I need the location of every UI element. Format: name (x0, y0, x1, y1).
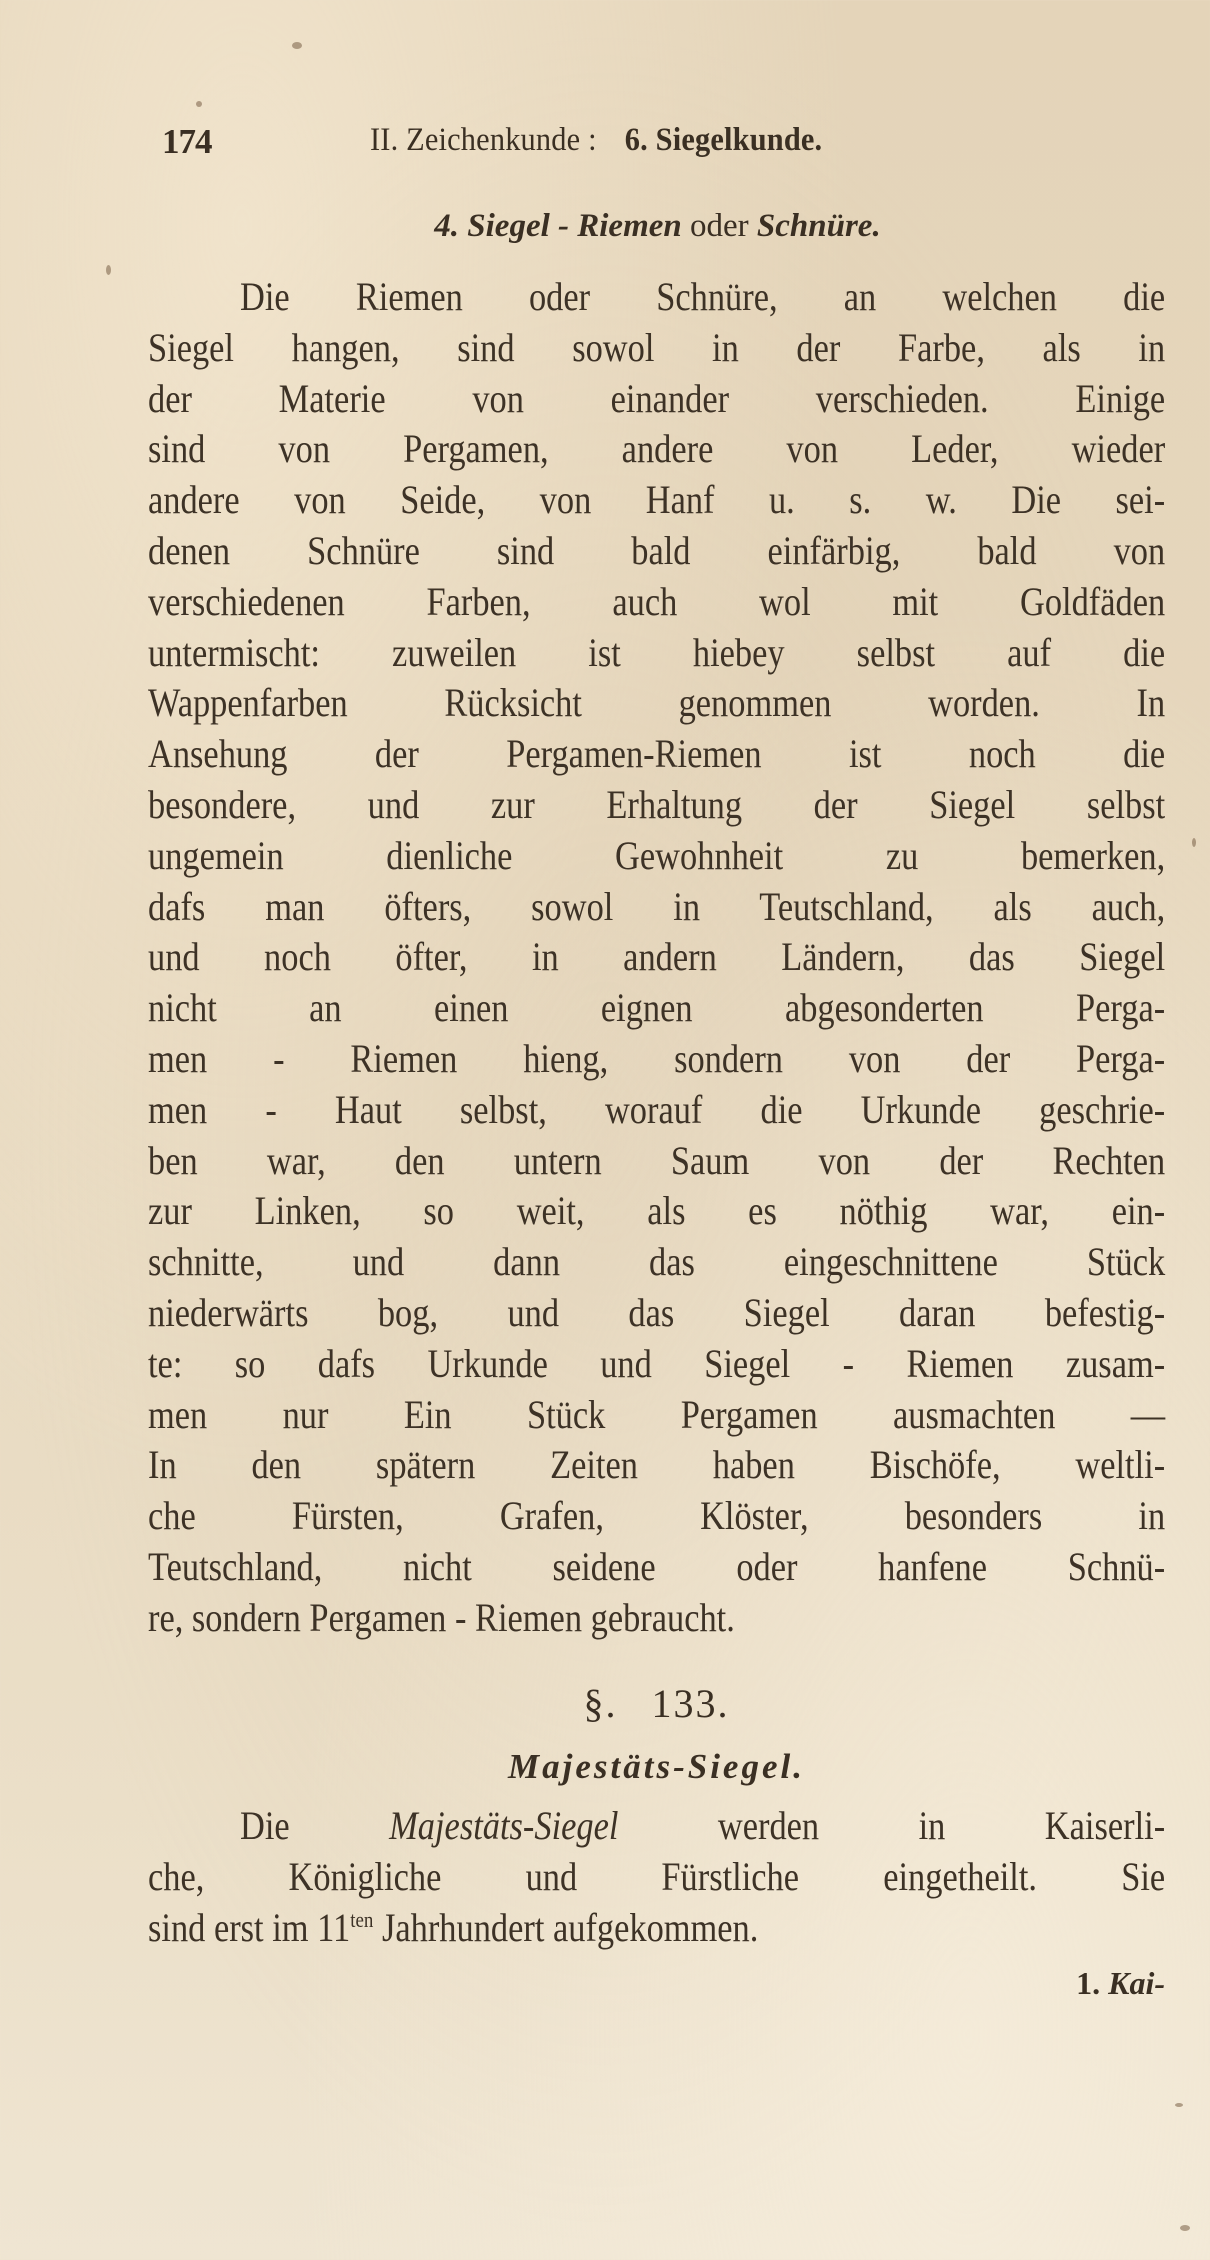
text-line: men - Haut selbst, worauf die Urkunde geschrie- (148, 1086, 1166, 1132)
text-line: sind von Pergamen, andere von Leder, wieder (148, 426, 1166, 472)
text-fragment: werden in Kaiserli- (717, 1803, 1166, 1848)
paper-speck (292, 42, 302, 49)
subsection-heading (150, 208, 1165, 245)
text-line: schnitte, und dann das eingeschnittene Stück (148, 1239, 1166, 1285)
text-line: besondere, und zur Erhaltung der Siegel selbst (148, 781, 1166, 827)
text-line: ungemein dienliche Gewohnheit zu bemerken, (148, 832, 1166, 878)
text-line: In den spätern Zeiten haben Bischöfe, weltli- (148, 1442, 1166, 1488)
text-line: andere von Seide, von Hanf u. s. w. Die sei- (148, 477, 1166, 523)
text-line: che Fürsten, Grafen, Klöster, besonders in (148, 1493, 1166, 1539)
text-line: re, sondern Pergamen - Riemen gebraucht. (148, 1594, 735, 1640)
text-fragment: sind erst im (148, 1905, 309, 1950)
section-number-value: 133. (651, 1681, 730, 1726)
running-head (160, 122, 1160, 172)
running-head-title (370, 122, 822, 159)
subsection-title-part-1: Siegel - Riemen (467, 208, 682, 244)
text-line: denen Schnüre sind bald einfärbig, bald von (148, 527, 1166, 573)
section-title: Majestäts-Siegel. (508, 1747, 805, 1786)
text-line: che, Königliche und Fürstliche eingetheilt. Sie (148, 1854, 1166, 1899)
ordinal-suffix: ten (350, 1907, 374, 1932)
catchword-text: Kai- (1108, 1965, 1165, 2001)
paragraph-majestaets-siegel (148, 1800, 1165, 1953)
paper-speck (196, 101, 202, 107)
section-number (148, 1680, 1165, 1727)
subsection-title-part-2: Schnüre. (756, 208, 881, 244)
text-line: Wappenfarben Rücksicht genommen worden. In (148, 680, 1166, 726)
section-symbol: §. (583, 1681, 618, 1726)
text-line (148, 1800, 1165, 1851)
text-line: verschiedenen Farben, auch wol mit Goldfäden (148, 578, 1166, 624)
text-line: te: so dafs Urkunde und Siegel - Riemen zusam- (148, 1340, 1166, 1386)
text-line: der Materie von einander verschieden. Einige (148, 375, 1166, 421)
paper-speck (106, 265, 111, 275)
paragraph-riemen (148, 272, 1165, 1644)
text-line: men nur Ein Stück Pergamen ausmachten — (148, 1391, 1166, 1437)
text-line: men - Riemen hieng, sondern von der Perga- (148, 1035, 1166, 1081)
text-line (148, 1902, 1165, 1953)
text-line: dafs man öfters, sowol in Teutschland, als auch, (148, 883, 1166, 929)
running-head-chapter: 6. Siegelkunde. (624, 122, 823, 158)
text-line: Die Riemen oder Schnüre, an welchen die (240, 274, 1166, 319)
subsection-number: 4. (434, 208, 460, 244)
paper-speck (1192, 838, 1196, 847)
text-line: nicht an einen eignen abgesonderten Perga- (148, 985, 1166, 1031)
emphasized-term: Majestäts-Siegel (389, 1803, 619, 1848)
running-head-part: II. Zeichenkunde : (370, 122, 597, 158)
text-fragment: Die (240, 1803, 290, 1848)
subsection-title-conjunction: oder (690, 208, 749, 244)
paper-speck (1180, 2225, 1190, 2231)
text-line: untermischt: zuweilen ist hiebey selbst auf die (148, 629, 1166, 675)
text-line: niederwärts bog, und das Siegel daran befestig- (148, 1289, 1166, 1335)
text-fragment: Jahrhundert aufgekommen. (381, 1905, 759, 1950)
text-line: Siegel hangen, sind sowol in der Farbe, als in (148, 324, 1166, 370)
page-number: 174 (162, 122, 212, 161)
text-line: zur Linken, so weit, als es nöthig war, ein- (148, 1188, 1166, 1234)
catchword-number: 1. (1076, 1965, 1101, 2001)
catchword (1076, 1965, 1165, 2002)
text-line: Ansehung der Pergamen-Riemen ist noch die (148, 731, 1166, 777)
century-number: 11 (317, 1905, 351, 1950)
text-line: und noch öfter, in andern Ländern, das Siegel (148, 934, 1166, 980)
paper-speck (1175, 2103, 1183, 2107)
text-line: Teutschland, nicht seidene oder hanfene Schnü- (148, 1543, 1166, 1589)
text-line: ben war, den untern Saum von der Rechten (148, 1137, 1166, 1183)
